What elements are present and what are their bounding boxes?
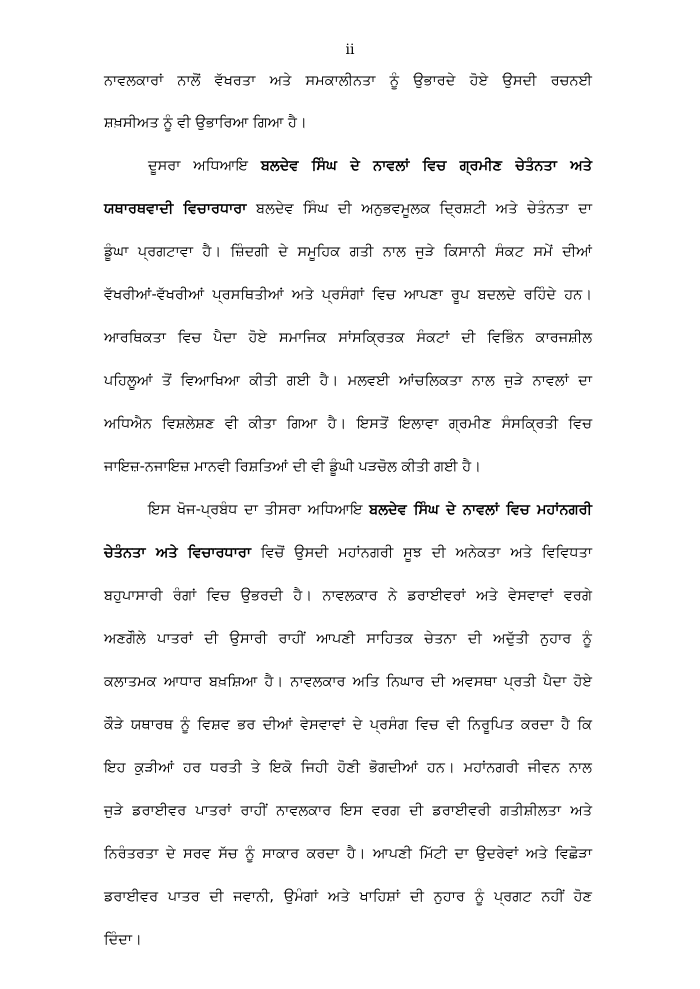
chapter-title-bold: ਬਲਦੇਵ ਸਿੰਘ ਦੇ ਨਾਵਲਾਂ ਵਿਚ ਮਹਾਂਨਗਰੀ xyxy=(369,502,592,518)
paragraph-3-line-4: ਅਣਗੌਲੇ ਪਾਤਰਾਂ ਦੀ ਉਸਾਰੀ ਰਾਹੀਂ ਆਪਣੀ ਸਾਹਿਤਕ ਚੇਤਨਾ ਦੀ ਅਦੁੱਤੀ ਨੁਹਾਰ ਨੂੰ xyxy=(104,631,592,647)
paragraph-1-line-1: ਨਾਵਲਕਾਰਾਂ ਨਾਲੋਂ ਵੱਖਰਤਾ ਅਤੇ ਸਮਕਾਲੀਨਤਾ ਨੂੰ ਉਭਾਰਦੇ ਹੋਏ ਉਸਦੀ ਰਚਨਈ xyxy=(104,73,592,89)
paragraph-2-line-8: ਜਾਇਜ਼-ਨਜਾਇਜ਼ ਮਾਨਵੀ ਰਿਸ਼ਤਿਆਂ ਦੀ ਵੀ ਡੂੰਘੀ ਪੜਚੋਲ ਕੀਤੀ ਗਈ ਹੈ। xyxy=(104,459,481,475)
chapter-title-bold: ਬਲਦੇਵ ਸਿੰਘ ਦੇ ਨਾਵਲਾਂ ਵਿਚ ਗ੍ਰਮੀਣ ਚੇਤੰਨਤਾ ਅਤੇ xyxy=(260,158,592,174)
paragraph-3-line-5: ਕਲਾਤਮਕ ਆਧਾਰ ਬਖ਼ਸ਼ਿਆ ਹੈ। ਨਾਵਲਕਾਰ ਅਤਿ ਨਿਘਾਰ ਦੀ ਅਵਸਥਾ ਪ੍ਰਤੀ ਪੈਦਾ ਹੋਏ xyxy=(104,674,592,690)
text-run: ਵਿਚੋਂ ਉਸਦੀ ਮਹਾਂਨਗਰੀ ਸੂਝ ਦੀ ਅਨੇਕਤਾ ਅਤੇ ਵਿਵਿਧਤਾ xyxy=(250,545,592,561)
paragraph-3-line-8: ਜੁੜੇ ਡਰਾਈਵਰ ਪਾਤਰਾਂ ਰਾਹੀਂ ਨਾਵਲਕਾਰ ਇਸ ਵਰਗ ਦੀ ਡਰਾਈਵਰੀ ਗਤੀਸ਼ੀਲਤਾ ਅਤੇ xyxy=(104,803,592,819)
paragraph-2-line-7: ਅਧਿਐਨ ਵਿਸ਼ਲੇਸ਼ਣ ਵੀ ਕੀਤਾ ਗਿਆ ਹੈ। ਇਸਤੋਂ ਇਲਾਵਾ ਗ੍ਰਮੀਣ ਸੰਸਕ੍ਰਿਤੀ ਵਿਚ xyxy=(104,416,592,432)
paragraph-2-line-5: ਆਰਥਿਕਤਾ ਵਿਚ ਪੈਦਾ ਹੋਏ ਸਮਾਜਿਕ ਸਾਂਸਕ੍ਰਿਤਕ ਸੰਕਟਾਂ ਦੀ ਵਿਭਿੰਨ ਕਾਰਜਸ਼ੀਲ xyxy=(104,330,592,346)
text-run: ਇਸ ਖੋਜ-ਪ੍ਰਬੰਧ ਦਾ ਤੀਸਰਾ ਅਧਿਆਇ xyxy=(148,502,370,518)
paragraph-2-line-2 xyxy=(104,198,592,220)
paragraph-3-line-1 xyxy=(148,499,592,521)
paragraph-3-line-9: ਨਿਰੰਤਰਤਾ ਦੇ ਸਰਵ ਸੱਚ ਨੂੰ ਸਾਕਾਰ ਕਰਦਾ ਹੈ। ਆਪਣੀ ਮਿੱਟੀ ਦਾ ਉਦਰੇਵਾਂ ਅਤੇ ਵਿਛੋੜਾ xyxy=(104,846,592,862)
paragraph-3-line-7: ਇਹ ਕੁੜੀਆਂ ਹਰ ਧਰਤੀ ਤੇ ਇਕੋ ਜਿਹੀ ਹੋਣੀ ਭੋਗਦੀਆਂ ਹਨ। ਮਹਾਂਨਗਰੀ ਜੀਵਨ ਨਾਲ xyxy=(104,760,592,776)
paragraph-3-line-11: ਦਿੰਦਾ। xyxy=(104,932,142,948)
paragraph-1-line-2: ਸ਼ਖ਼ਸੀਅਤ ਨੂੰ ਵੀ ਉਭਾਰਿਆ ਗਿਆ ਹੈ। xyxy=(104,115,307,131)
paragraph-2-line-6: ਪਹਿਲੂਆਂ ਤੋਂ ਵਿਆਖਿਆ ਕੀਤੀ ਗਈ ਹੈ। ਮਲਵਈ ਆਂਚਲਿਕਤਾ ਨਾਲ ਜੁੜੇ ਨਾਵਲਾਂ ਦਾ xyxy=(104,373,592,389)
paragraph-2-line-3: ਡੂੰਘਾ ਪ੍ਰਗਟਾਵਾ ਹੈ। ਜ਼ਿੰਦਗੀ ਦੇ ਸਮੂਹਿਕ ਗਤੀ ਨਾਲ ਜੁੜੇ ਕਿਸਾਨੀ ਸੰਕਟ ਸਮੇਂ ਦੀਆਂ xyxy=(104,244,592,260)
paragraph-2-line-1 xyxy=(148,155,592,177)
text-run: ਦੂਸਰਾ ਅਧਿਆਇ xyxy=(148,158,261,174)
page-number: ii xyxy=(345,42,355,58)
paragraph-2-line-4: ਵੱਖਰੀਆਂ-ਵੱਖਰੀਆਂ ਪ੍ਰਸਥਿਤੀਆਂ ਅਤੇ ਪ੍ਰਸੰਗਾਂ ਵਿਚ ਆਪਣਾ ਰੂਪ ਬਦਲਦੇ ਰਹਿੰਦੇ ਹਨ। xyxy=(104,287,592,303)
paragraph-3-line-6: ਕੌੜੇ ਯਥਾਰਥ ਨੂੰ ਵਿਸ਼ਵ ਭਰ ਦੀਆਂ ਵੇਸਵਾਵਾਂ ਦੇ ਪ੍ਰਸੰਗ ਵਿਚ ਵੀ ਨਿਰੂਪਿਤ ਕਰਦਾ ਹੈ ਕਿ xyxy=(104,717,592,733)
paragraph-3-line-10: ਡਰਾਈਵਰ ਪਾਤਰ ਦੀ ਜਵਾਨੀ, ਉਮੰਗਾਂ ਅਤੇ ਖਾਹਿਸ਼ਾਂ ਦੀ ਨੁਹਾਰ ਨੂੰ ਪ੍ਰਗਟ ਨਹੀਂ ਹੋਣ xyxy=(104,889,592,905)
chapter-title-bold: ਚੇਤੰਨਤਾ ਅਤੇ ਵਿਚਾਰਧਾਰਾ xyxy=(104,545,251,561)
text-run: ਬਲਦੇਵ ਸਿੰਘ ਦੀ ਅਨੁਭਵਮੂਲਕ ਦ੍ਰਿਸ਼ਟੀ ਅਤੇ ਚੇਤੰਨਤਾ ਦਾ xyxy=(246,201,592,217)
paragraph-3-line-3: ਬਹੁਪਾਸਾਰੀ ਰੰਗਾਂ ਵਿਚ ਉਭਰਦੀ ਹੈ। ਨਾਵਲਕਾਰ ਨੇ ਡਰਾਈਵਰਾਂ ਅਤੇ ਵੇਸਵਾਵਾਂ ਵਰਗੇ xyxy=(104,588,592,604)
paragraph-3-line-2 xyxy=(104,542,592,564)
chapter-title-bold: ਯਥਾਰਥਵਾਦੀ ਵਿਚਾਰਧਾਰਾ xyxy=(104,201,247,217)
